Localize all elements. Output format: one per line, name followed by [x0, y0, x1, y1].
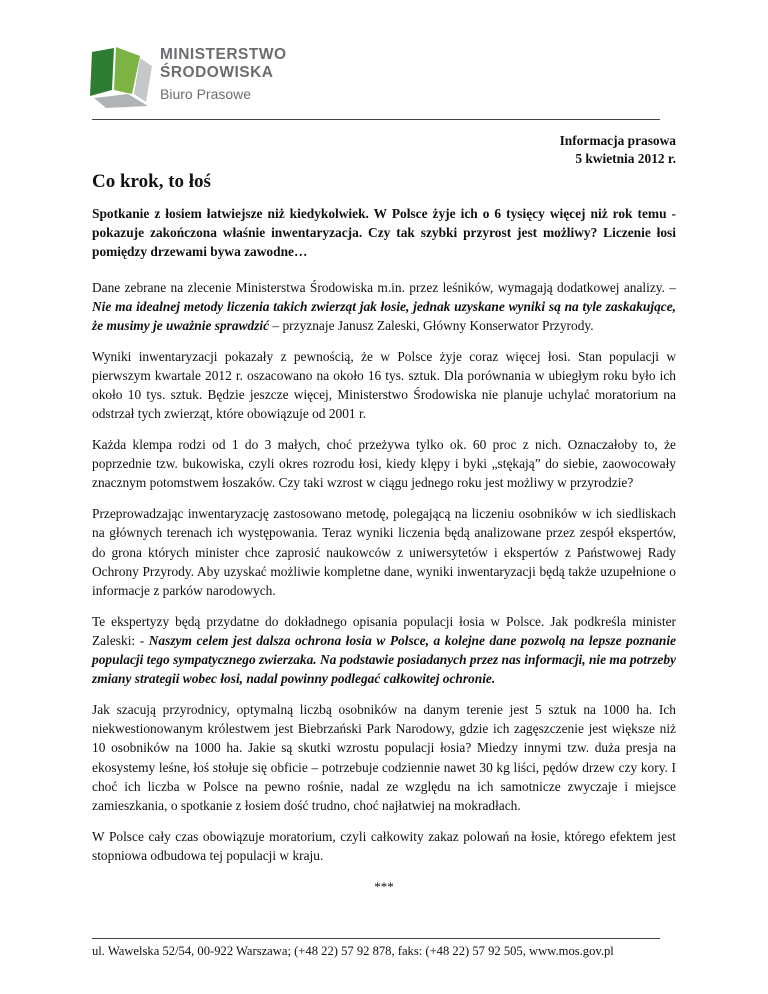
ministry-logo: [88, 44, 298, 112]
paragraph-6: Jak szacują przyrodnicy, optymalną liczbą osobników na danym terenie jest 5 sztuk na 1000 ha. Ich niekwestionowanym królestwem jest Biebrzański Park Narodowy, gdzie ich zagęszczenie jest większe niż 10 osobników na 1000 ha. Jakie są skutki wzrostu populacji łosia? Miedzy innymi tzw. duża presja na ekosystemy leśne, łoś stołuje się obficie – potrzebuje codziennie nawet 30 kg liści, pędów drzew czy kory. I choć ich liczba w Polsce na pewno rośnie, nadal ze względu na ich samotnicze zwyczaje i miejsce zamieszkania, o spotkanie z łosiem dość trudno, choć najłatwiej na mokradłach.: [92, 701, 676, 813]
article-title: Co krok, to łoś: [92, 171, 211, 192]
press-info-label: Informacja prasowa: [559, 133, 676, 148]
paragraph-5: [92, 612, 676, 689]
logo-line-2: ŚRODOWISKA: [160, 64, 274, 81]
paragraph-3: Każda klempa rodzi od 1 do 3 małych, choć przeżywa tylko ok. 60 proc z nich. Oznaczałoby to, że poprzednie tzw. bukowiska, czyli okres rozrodu łosi, kiedy klępy i byki „stękają” do siebie, zaowocowały znacznym potomstwem łoszaków. Czy taki wzrost w ciągu jednego roku jest możliwy w przyrodzie?: [92, 437, 676, 491]
ministry-emblem-icon: [88, 44, 154, 110]
paragraph-4: Przeprowadzając inwentaryzację zastosowano metodę, polegającą na liczeniu osobników w ich siedliskach na głównych terenach ich występowania. Teraz wyniki liczenia będą analizowane przez zespół ekspertów, do grona których minister chce zaprosić naukowców z uniwersytetów i ekspertów z Państwowej Rady Ochrony Przyrody. Aby uzyskać możliwie kompletne dane, wyniki inwentaryzacji będą także uzupełnione o informacje z parków narodowych.: [92, 506, 676, 598]
press-info: [560, 132, 676, 168]
lead-paragraph: Spotkanie z łosiem łatwiejsze niż kiedykolwiek. W Polsce żyje ich o 6 tysięcy więcej niż rok temu - pokazuje zakończona właśnie inwentaryzacja. Czy tak szybki przyrost jest możliwy? Liczenie łosi pomiędzy drzewami bywa zawodne…: [92, 206, 676, 260]
logo-line-3: Biuro Prasowe: [160, 86, 252, 102]
paragraph-1-quote: Nie ma idealnej metody liczenia takich zwierząt jak łosie, jednak uzyskane wyniki są na tyle zaskakujące, że musimy je uważnie sprawdzić: [92, 298, 676, 334]
footer-contact: ul. Wawelska 52/54, 00-922 Warszawa; (+48 22) 57 92 878, faks: (+48 22) 57 92 505, www.mos.gov.pl: [92, 944, 614, 958]
paragraph-7: W Polsce cały czas obowiązuje moratorium, czyli całkowity zakaz polowań na łosie, którego efektem jest stopniowa odbudowa tej populacji w kraju.: [92, 828, 676, 863]
footer-divider: [92, 938, 660, 939]
paragraph-1-attribution: – przyznaje Janusz Zaleski, Główny Konserwator Przyrody.: [269, 318, 594, 334]
paragraph-5-quote: Naszym celem jest dalsza ochrona łosia w Polsce, a kolejne dane pozwolą na lepsze poznanie populacji tego sympatycznego zwierzaka. Na podstawie posiadanych przez nas informacji, nie ma potrzeby zmiany strategii wobec łosi, nadal powinny podlegać całkowitej ochronie.: [92, 632, 676, 687]
paragraph-2: Wyniki inwentaryzacji pokazały z pewnością, że w Polsce żyje coraz więcej łosi. Stan populacji w pierwszym kwartale 2012 r. oszacowano na około 16 tys. sztuk. Dla porównania w ubiegłym roku było ich około 10 tys. sztuk. Będzie jeszcze więcej, Ministerstwo Środowiska nie planuje uchylać moratorium na odstrzał tych zwierząt, które obowiązuje od 2001 r.: [92, 348, 676, 422]
paragraph-5-intro: Te ekspertyzy będą przydatne do dokładnego opisania populacji łosia w Polsce. Jak podkreśla minister Zaleski: -: [92, 613, 676, 648]
section-separator: ***: [374, 878, 394, 894]
paragraph-1: [92, 278, 676, 336]
logo-line-1: MINISTERSTWO: [160, 46, 287, 63]
header-divider: [92, 119, 660, 120]
article-body: [92, 204, 676, 896]
paragraph-1-intro: Dane zebrane na zlecenie Ministerstwa Środowiska m.in. przez leśników, wymagają dodatkowej analizy. –: [92, 279, 676, 295]
press-info-date: 5 kwietnia 2012 r.: [575, 151, 676, 166]
